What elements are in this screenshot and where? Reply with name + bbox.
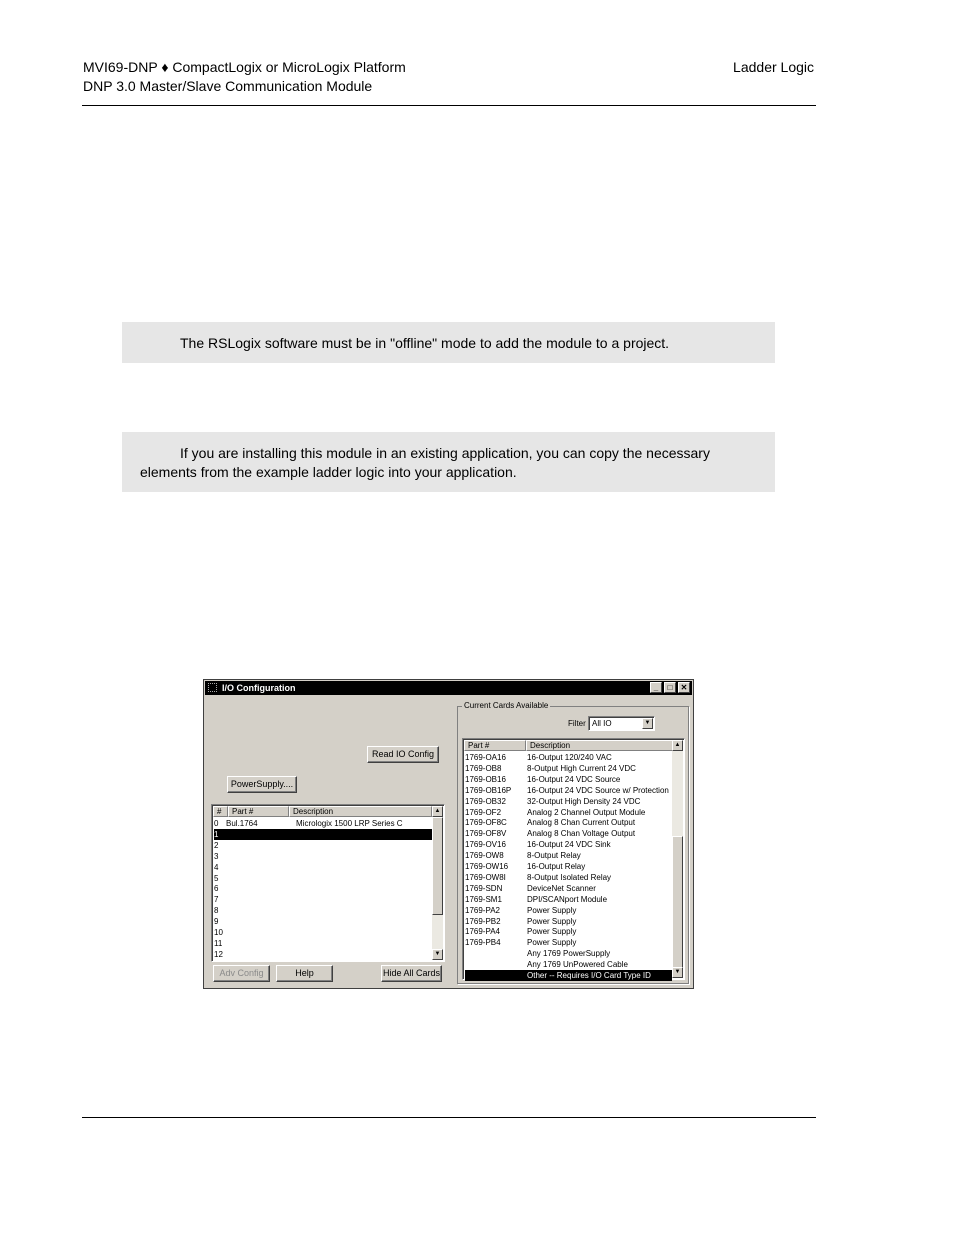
slot-num: 1 (214, 829, 219, 839)
card-part: 1769-PA2 (465, 905, 500, 915)
slot-row[interactable] (214, 927, 432, 938)
chevron-down-icon[interactable]: ▼ (642, 718, 653, 729)
slot-num: 7 (214, 895, 219, 905)
note-existing-app (122, 432, 775, 492)
slot-row[interactable] (214, 818, 432, 829)
card-desc: DPI/SCANport Module (527, 894, 608, 904)
card-row[interactable] (465, 861, 672, 872)
current-cards-label: Current Cards Available (464, 701, 549, 710)
slot-scrollbar[interactable] (432, 806, 443, 960)
card-part: 1769-PA4 (465, 927, 500, 937)
cards-col-part[interactable]: Part # (464, 740, 526, 751)
slot-col-part[interactable]: Part # (228, 806, 289, 817)
slot-num: 8 (214, 906, 219, 916)
header-section: Ladder Logic (733, 59, 814, 75)
card-row[interactable] (465, 926, 672, 937)
slot-num: 9 (214, 917, 219, 927)
card-part: 1769-OA16 (465, 753, 506, 762)
card-part: 1769-OW8 (465, 851, 504, 861)
card-desc: Power Supply (527, 916, 577, 926)
card-part: 1769-SDN (465, 883, 503, 893)
card-row[interactable] (465, 970, 672, 981)
card-desc: Analog 2 Channel Output Module (527, 807, 646, 817)
card-row[interactable] (465, 763, 672, 774)
card-part: 1769-OB16 (465, 774, 506, 784)
card-desc: 16-Output 24 VDC Source (527, 774, 621, 784)
slot-row[interactable] (214, 938, 432, 949)
card-desc: Power Supply (527, 938, 577, 948)
minimize-icon[interactable]: _ (650, 682, 662, 693)
footer-rule (82, 1117, 816, 1118)
card-desc: Analog 8 Chan Voltage Output (527, 829, 636, 839)
slot-list[interactable] (211, 804, 445, 962)
power-supply-button[interactable]: PowerSupply.... (227, 776, 297, 793)
cards-col-desc[interactable]: Description (526, 740, 673, 751)
slot-row[interactable] (214, 905, 432, 916)
card-row[interactable] (465, 905, 672, 916)
slot-num: 4 (214, 862, 219, 872)
card-part: 1769-OB8 (465, 763, 502, 773)
card-row[interactable] (465, 959, 672, 970)
card-row[interactable] (465, 948, 672, 959)
card-row[interactable] (465, 894, 672, 905)
header-rule (82, 105, 816, 106)
slot-num: 2 (214, 840, 219, 850)
card-part: 1769-PB2 (465, 916, 501, 926)
slot-row[interactable] (214, 883, 432, 894)
slot-desc: Micrologix 1500 LRP Series C (296, 819, 403, 828)
slot-row[interactable] (214, 851, 432, 862)
card-row[interactable] (465, 828, 672, 839)
card-part: 1769-SM1 (465, 894, 502, 904)
slot-row[interactable] (214, 840, 432, 851)
slot-num: 3 (214, 851, 219, 861)
header-title: MVI69-DNP ♦ CompactLogix or MicroLogix Platform (83, 59, 406, 75)
card-desc: Analog 8 Chan Current Output (527, 818, 636, 828)
card-desc: Power Supply (527, 905, 577, 915)
card-row[interactable] (465, 796, 672, 807)
slot-row[interactable] (214, 894, 432, 905)
dialog-titlebar[interactable] (205, 681, 692, 695)
card-row[interactable] (465, 850, 672, 861)
slot-row[interactable] (214, 829, 432, 840)
help-button[interactable]: Help (276, 965, 333, 982)
slot-col-num[interactable]: # (213, 806, 228, 817)
app-icon (208, 683, 217, 692)
card-desc: 16-Output 24 VDC Sink (527, 840, 611, 850)
scroll-up-icon[interactable]: ▲ (432, 806, 443, 817)
note-existing-line2: elements from the example ladder logic into your application. (140, 464, 517, 480)
card-desc: Other -- Requires I/O Card Type ID (527, 971, 651, 980)
note-offline-text: The RSLogix software must be in "offline" mode to add the module to a project. (180, 335, 670, 351)
slot-part: Bul.1764 (226, 819, 258, 828)
card-row[interactable] (465, 785, 672, 796)
hide-all-cards-button[interactable]: Hide All Cards (381, 965, 442, 982)
header-subtitle: DNP 3.0 Master/Slave Communication Module (83, 78, 373, 94)
card-desc: Any 1769 UnPowered Cable (527, 960, 628, 970)
card-desc: Any 1769 PowerSupply (527, 949, 611, 959)
card-desc: 8-Output Isolated Relay (527, 872, 612, 882)
slot-row[interactable] (214, 862, 432, 873)
card-row[interactable] (465, 883, 672, 894)
scroll-thumb[interactable] (432, 817, 443, 915)
card-part: 1769-PB4 (465, 938, 501, 948)
cards-scrollbar[interactable] (672, 740, 683, 978)
card-row[interactable] (465, 872, 672, 883)
card-desc: DeviceNet Scanner (527, 883, 596, 893)
filter-value: All IO (592, 719, 612, 728)
card-part: 1769-OF8V (465, 829, 507, 839)
card-part: 1769-OW8I (465, 872, 506, 882)
current-cards-group (457, 701, 689, 984)
card-part: 1769-OB32 (465, 796, 506, 806)
dialog-title: I/O Configuration (222, 683, 296, 693)
card-row[interactable] (465, 774, 672, 785)
slot-num: 5 (214, 873, 219, 883)
read-io-config-button[interactable]: Read IO Config (367, 746, 439, 763)
maximize-icon[interactable]: □ (664, 682, 676, 693)
card-part: 1769-OB16P (465, 785, 512, 795)
scroll-down-icon[interactable]: ▼ (672, 967, 683, 978)
card-row[interactable] (465, 916, 672, 927)
card-desc: 8-Output High Current 24 VDC (527, 763, 636, 773)
slot-row[interactable] (214, 949, 432, 960)
slot-row[interactable] (214, 873, 432, 884)
slot-row[interactable] (214, 916, 432, 927)
filter-select[interactable] (588, 716, 655, 731)
slot-col-desc[interactable]: Description (289, 806, 432, 817)
card-desc: 16-Output 120/240 VAC (527, 753, 612, 762)
cards-list[interactable] (462, 738, 685, 980)
slot-num: 12 (214, 949, 223, 959)
card-row[interactable] (465, 817, 672, 828)
card-row[interactable] (465, 807, 672, 818)
card-part: 1769-OF2 (465, 807, 502, 817)
card-desc: 32-Output High Density 24 VDC (527, 796, 641, 806)
note-existing-line1: If you are installing this module in an existing application, you can copy the necessary (180, 445, 710, 461)
slot-num: 11 (214, 938, 223, 948)
filter-label: Filter (568, 719, 586, 728)
card-desc: 16-Output Relay (527, 862, 586, 871)
card-desc: Power Supply (527, 927, 577, 937)
card-part: 1769-OF8C (465, 818, 507, 828)
slot-num: 10 (214, 928, 223, 937)
card-row[interactable] (465, 752, 672, 763)
card-part: 1769-OV16 (465, 840, 506, 850)
card-row[interactable] (465, 839, 672, 850)
card-part: 1769-OW16 (465, 862, 509, 871)
scroll-up-icon[interactable]: ▲ (672, 740, 683, 751)
note-offline (122, 322, 775, 363)
slot-num: 6 (214, 884, 219, 894)
card-desc: 8-Output Relay (527, 851, 581, 861)
scroll-down-icon[interactable]: ▼ (432, 949, 443, 960)
slot-num: 0 (214, 819, 219, 828)
card-row[interactable] (465, 937, 672, 948)
scroll-thumb[interactable] (672, 836, 683, 968)
io-configuration-dialog (203, 679, 694, 989)
card-desc: 16-Output 24 VDC Source w/ Protection (527, 785, 669, 795)
adv-config-button[interactable]: Adv Config (213, 965, 270, 982)
close-icon[interactable]: ✕ (678, 682, 690, 693)
